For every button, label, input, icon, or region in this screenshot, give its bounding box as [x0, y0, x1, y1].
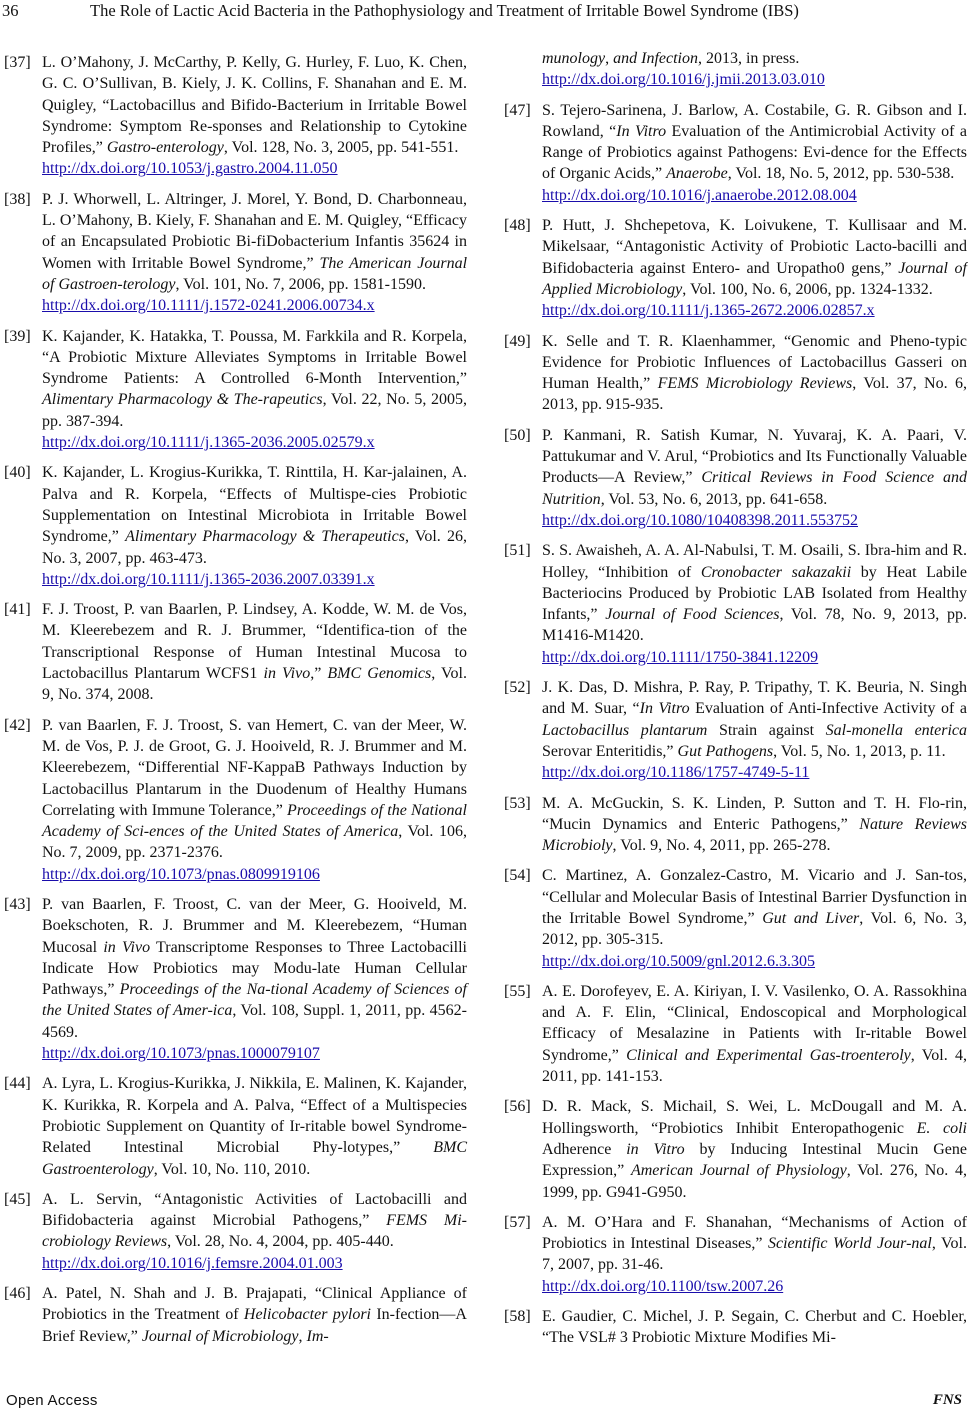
reference-italic-segment: munology — [542, 50, 606, 67]
doi-link[interactable]: http://dx.doi.org/10.1111/1750-3841.12209 — [542, 648, 819, 666]
reference-text — [542, 100, 967, 185]
reference-entry — [504, 981, 967, 1087]
reference-number: [52] — [504, 679, 531, 697]
reference-text — [42, 462, 467, 568]
reference-text — [542, 1306, 967, 1349]
reference-italic-segment: in Vitro — [626, 1140, 685, 1158]
reference-segment: P. J. Whorwell, L. Altringer, J. Morel, Y. Bond, D. Charbonneau, L. O’Mahony, B. Kiely, F. Shanahan and E. M. Quigley, “Efficacy of an Encapsulated Probiotic Bi-fiDobacterium Infantis 35624 in Women with Irritable Bowel Syndrome,” — [42, 190, 467, 272]
references-left-column — [4, 52, 467, 1356]
reference-text — [542, 1212, 967, 1276]
reference-number: [58] — [504, 1308, 531, 1326]
reference-italic-segment: Gut and Liver — [762, 909, 860, 927]
reference-entry — [504, 677, 967, 783]
doi-link[interactable]: http://dx.doi.org/10.1111/j.1365-2036.2007.03391.x — [42, 570, 375, 588]
reference-text — [542, 793, 967, 857]
reference-entry — [4, 894, 467, 1064]
reference-segment: A. M. O’Hara and F. Shanahan, “Mechanisms of Action of Probiotics in Intestinal Diseases,” — [542, 1213, 967, 1253]
reference-number: [46] — [4, 1285, 31, 1303]
reference-italic-segment: Scientific World Jour-nal — [767, 1235, 932, 1253]
reference-text — [42, 1283, 467, 1347]
doi-link[interactable]: http://dx.doi.org/10.1073/pnas.1000079107 — [42, 1045, 320, 1063]
reference-text — [42, 52, 467, 158]
reference-segment: by Heat Labile Bacteriocins Produced by Probiotic LAB Isolated from Healthy Infants,” — [542, 563, 968, 624]
reference-italic-segment: Helicobacter pylori — [243, 1306, 371, 1324]
reference-number: [55] — [504, 982, 531, 1000]
reference-italic-segment: Journal of Applied Microbiology — [542, 259, 967, 298]
reference-entry — [504, 865, 967, 971]
reference-segment: J. K. Das, D. Mishra, P. Ray, P. Tripathy, T. K. Beuria, N. Singh and M. Suar, “ — [542, 679, 967, 718]
reference-italic-segment: and Infection — [613, 50, 698, 67]
reference-segment: , Vol. 9, No. 4, 2011, pp. 265-278. — [612, 837, 831, 855]
reference-segment: , Vol. 9, No. 374, 2008. — [42, 665, 467, 704]
reference-text — [542, 331, 967, 416]
reference-number: [49] — [504, 332, 531, 350]
reference-italic-segment: Sal-monella enterica — [825, 721, 967, 739]
reference-text — [542, 48, 967, 69]
reference-text — [42, 715, 467, 864]
reference-number: [48] — [504, 217, 531, 235]
reference-segment: A. Patel, N. Shah and J. B. Prajapati, “Clinical Appliance of Probiotics in the Treatment of — [42, 1285, 467, 1324]
doi-link[interactable]: http://dx.doi.org/10.1111/j.1365-2672.2006.02857.x — [542, 302, 875, 320]
reference-entry — [4, 52, 467, 180]
reference-entry — [4, 1073, 467, 1179]
open-access-label: Open Access — [6, 1392, 98, 1409]
reference-italic-segment: Proceedings of the National Academy of Sci-ences of the United States of America — [42, 801, 467, 841]
reference-segment: A. Lyra, L. Krogius-Kurikka, J. Nikkila, E. Malinen, K. Kajander, K. Kurikka, R. Korpela and A. Palva, “Effect of a Multispecies Probiotic Supplement on Quantity of Ir-ritable bowel Syndrome-Related Intestinal Microbial Phy-lotypes,” — [42, 1075, 467, 1157]
reference-text — [542, 865, 967, 950]
reference-segment: M. A. McGuckin, S. K. Linden, P. Sutton and T. H. Flo-rin, “Mucin Dynamics and Enteric Pathogens,” — [542, 794, 967, 833]
reference-italic-segment: American Journal of Physiology — [630, 1162, 847, 1180]
reference-entry — [504, 100, 967, 206]
doi-link[interactable]: http://dx.doi.org/10.1111/j.1365-2036.2005.02579.x — [42, 434, 375, 452]
reference-entry — [504, 793, 967, 857]
reference-entry — [4, 599, 467, 705]
reference-segment: L. O’Mahony, J. McCarthy, P. Kelly, G. Hurley, F. Luo, K. Chen, G. C. O’Sullivan, B. Kiely, J. K. Collins, F. Shanahan and E. M. Quigley, “Lactobacillus and Bifido-Bacterium in Irritable Bowel Syndrome: Symptom Re-sponses and Relationship to Cytokine Profiles,” — [42, 54, 467, 157]
reference-segment: , Vol. 100, No. 6, 2006, pp. 1324-1332. — [682, 280, 933, 298]
reference-text — [542, 1096, 967, 1202]
reference-segment: F. J. Troost, P. van Baarlen, P. Lindsey, A. Kodde, W. M. de Vos, M. Kleerebezem and R. J. Brummer, “Identifica-tion of the Transcriptional Response of Human Intestinal Mucosa to Lactobacillus Plantarum WCFS1 — [42, 601, 467, 683]
reference-text — [542, 677, 967, 762]
reference-number: [45] — [4, 1190, 31, 1208]
doi-link[interactable]: http://dx.doi.org/10.1073/pnas.0809919106 — [42, 865, 320, 883]
reference-italic-segment: Clinical and Experimental Gas-troenteroly — [626, 1046, 911, 1064]
reference-italic-segment: Critical Reviews in Food Science and Nutrition — [542, 469, 967, 508]
reference-number: [40] — [4, 464, 31, 482]
reference-text — [542, 540, 967, 646]
reference-entry — [4, 462, 467, 590]
reference-segment: , — [298, 1327, 307, 1345]
references-right-column — [504, 48, 967, 1358]
reference-entry — [504, 1306, 967, 1349]
journal-abbrev: FNS — [932, 1392, 962, 1408]
reference-segment: S. S. Awaisheh, A. A. Al-Nabulsi, T. M. Osaili, S. Ibra-him and R. Holley, “Inhibition of — [542, 542, 967, 581]
reference-number: [50] — [504, 426, 531, 444]
doi-link[interactable]: http://dx.doi.org/10.5009/gnl.2012.6.3.305 — [542, 952, 816, 970]
reference-segment: , Vol. 5, No. 1, 2013, p. 11. — [773, 742, 946, 760]
reference-text — [42, 326, 467, 432]
reference-number: [44] — [4, 1075, 31, 1093]
reference-text — [542, 425, 967, 510]
reference-italic-segment: in Vivo — [263, 665, 311, 683]
reference-segment: , Vol. 101, No. 7, 2006, pp. 1581-1590. — [175, 275, 426, 293]
reference-segment: , Vol. 106, No. 7, 2009, pp. 2371-2376. — [42, 823, 467, 862]
reference-italic-segment: In Vitro — [616, 122, 667, 140]
reference-entry — [504, 425, 967, 531]
reference-number: [41] — [4, 601, 31, 619]
page-header — [0, 0, 968, 26]
reference-segment: , Vol. 10, No. 110, 2010. — [153, 1160, 311, 1178]
reference-entry — [504, 1212, 967, 1297]
reference-entry — [4, 326, 467, 454]
reference-text — [542, 981, 967, 1087]
reference-segment: Strain against — [707, 721, 826, 739]
reference-italic-segment: Journal of Microbiology — [141, 1327, 299, 1345]
reference-italic-segment: The American Journal of Gastroen-terology — [42, 254, 468, 293]
reference-segment: , Vol. 22, No. 5, 2005, pp. 387-394. — [42, 391, 467, 430]
reference-segment: Evaluation of Anti-Infective Activity of a — [689, 700, 967, 718]
reference-italic-segment: Alimentary Pharmacology & Therapeutics — [125, 528, 405, 546]
reference-italic-segment: in Vivo — [103, 938, 151, 956]
reference-segment: A. L. Servin, “Antagonistic Activities of Lactobacilli and Bifidobacteria against Microbial Pathogens,” — [42, 1190, 467, 1230]
reference-segment: P. Kanmani, R. Satish Kumar, N. Yuvaraj, K. A. Paari, V. Pattukumar and V. Arul, “Probiotics and Its Functionally Valuable Products—A Review,” — [542, 426, 967, 487]
reference-italic-segment: Proceedings of the Na-tional Academy of Sciences of the United States of Amer-ica — [42, 981, 467, 1020]
reference-entry — [504, 1096, 967, 1202]
reference-segment: , 2013, in press. — [697, 50, 800, 67]
reference-number: [57] — [504, 1213, 531, 1231]
reference-italic-segment: Cronobacter sakazakii — [700, 563, 852, 581]
reference-segment: P. Hutt, J. Shchepetova, K. Loivukene, T. Kullisaar and M. Mikelsaar, “Antagonistic Activity of Probiotic Lacto-bacilli and Bifidobacteria against Entero- and Uropatho0 gens,” — [542, 217, 967, 277]
reference-segment: Transcriptome Responses to Three Lactobacilli Indicate How Probiotics may Modu-late Human Cellular Pathways,” — [42, 938, 468, 999]
reference-segment: , Vol. 37, No. 6, 2013, pp. 915-935. — [542, 375, 968, 414]
reference-segment: Evaluation of the Antimicrobial Activity of a Range of Probiotics against Pathogens: Evi-dence for the Effects of Organic Acids,” — [542, 122, 968, 183]
reference-text — [42, 894, 467, 1043]
doi-link[interactable]: http://dx.doi.org/10.1111/j.1572-0241.2006.00734.x — [42, 297, 375, 315]
reference-entry — [4, 1189, 467, 1274]
reference-italic-segment: Journal of Food Sciences — [605, 606, 780, 624]
reference-segment: A. E. Dorofeyev, E. A. Kiriyan, I. V. Vasilenko, O. A. Rassokhina and A. F. Elin, “Clinical, Endoscopical and Morphological Efficacy of Mesalazine in Patients with Ir-ritable Bowel Syndrome,” — [542, 982, 967, 1064]
reference-segment: C. Martinez, A. Gonzalez-Castro, M. Vicario and J. San-tos, “Cellular and Molecular Basis of Intestinal Barrier Dysfunction in the Irritable Bowel Syndrome,” — [542, 867, 967, 927]
reference-number: [51] — [504, 542, 531, 560]
running-title: The Role of Lactic Acid Bacteria in the Pathophysiology and Treatment of Irritable Bowel Syndrome (IBS) — [90, 1, 799, 20]
reference-segment: P. van Baarlen, F. J. Troost, S. van Hemert, C. van der Meer, W. M. de Vos, P. J. de Groot, G. J. Hooiveld, R. J. Brummer and M. Kleerebezem, “Differential NF-KappaB Pathways Induction by Lactobacillus Plantarum in the Duodenum of Healthy Humans Correlating with Immune Tolerance,” — [42, 716, 467, 819]
reference-italic-segment: Nature Reviews Microbioly — [542, 815, 968, 855]
reference-segment: In-fection—A Brief Review,” — [42, 1306, 467, 1345]
reference-segment: , Vol. 128, No. 3, 2005, pp. 541-551. — [223, 139, 459, 157]
reference-italic-segment: Gut Pathogens — [677, 742, 774, 760]
doi-link[interactable]: http://dx.doi.org/10.1100/tsw.2007.26 — [542, 1277, 784, 1295]
doi-link[interactable]: http://dx.doi.org/10.1186/1757-4749-5-11 — [542, 764, 810, 782]
reference-number: [39] — [4, 327, 31, 345]
reference-italic-segment: BMC Gastroenterology — [42, 1139, 467, 1178]
reference-segment: K. Selle and T. R. Klaenhammer, “Genomic and Pheno-typic Evidence for Probiotic Influences of Lactobacillus Gasseri on Human Health,” — [542, 332, 967, 393]
doi-link[interactable]: http://dx.doi.org/10.1016/j.jmii.2013.03.010 — [542, 71, 825, 89]
reference-entry — [504, 331, 967, 416]
page-footer — [0, 1390, 968, 1412]
reference-text — [42, 599, 467, 705]
reference-segment: , Vol. 26, No. 3, 2007, pp. 463-473. — [42, 528, 467, 567]
reference-entry — [504, 540, 967, 668]
reference-number: [54] — [504, 867, 531, 885]
reference-entry — [4, 715, 467, 885]
reference-segment: Serovar Enteritidis,” — [542, 742, 678, 760]
reference-italic-segment: BMC Genomics — [327, 665, 432, 683]
reference-segment: by Inducing Intestinal Mucin Gene Expression,” — [542, 1140, 968, 1180]
reference-text — [542, 215, 967, 300]
doi-link[interactable]: http://dx.doi.org/10.1016/j.femsre.2004.01.003 — [42, 1254, 343, 1272]
reference-segment: D. R. Mack, S. Michail, S. Wei, L. McDougall and M. A. Hollingsworth, “Probiotics Inhibit Enteropathogenic — [542, 1098, 967, 1137]
reference-text — [42, 189, 467, 295]
reference-italic-segment: FEMS Microbiology Reviews — [657, 375, 853, 393]
reference-number: [38] — [4, 190, 31, 208]
reference-segment: K. Kajander, L. Krogius-Kurikka, T. Rinttila, H. Kar-jalainen, A. Palva and R. Korpela, “Effects of Multispe-cies Probiotic Supplementation on Intestinal Microbiota in Irritable Bowel Syndrome,” — [42, 464, 467, 546]
reference-entry — [4, 1283, 467, 1347]
reference-text — [42, 1189, 467, 1253]
reference-italic-segment: Alimentary Pharmacology & The-rapeutics — [42, 391, 323, 409]
reference-segment: Adherence — [542, 1140, 627, 1158]
doi-link[interactable]: http://dx.doi.org/10.1016/j.anaerobe.2012.08.004 — [542, 186, 857, 204]
reference-number: [56] — [504, 1098, 531, 1116]
reference-italic-segment: Anaerobe — [666, 165, 728, 183]
reference-entry — [504, 48, 967, 91]
reference-segment: ,” — [310, 665, 328, 683]
reference-segment: , Vol. 6, No. 3, 2012, pp. 305-315. — [542, 909, 968, 949]
reference-text — [42, 1073, 467, 1179]
reference-number: [42] — [4, 716, 31, 734]
reference-italic-segment: E. coli — [916, 1119, 967, 1137]
doi-link[interactable]: http://dx.doi.org/10.1053/j.gastro.2004.11.050 — [42, 160, 338, 178]
reference-segment: E. Gaudier, C. Michel, J. P. Segain, C. Cherbut and C. Hoebler, “The VSL# 3 Probiotic Mixture Modifies Mi- — [542, 1308, 967, 1347]
reference-segment: , Vol. 18, No. 5, 2012, pp. 530-538. — [727, 165, 955, 183]
reference-italic-segment: Im- — [306, 1327, 329, 1345]
reference-segment: , Vol. 78, No. 9, 2013, pp. M1416-M1420. — [542, 606, 967, 645]
reference-segment: , Vol. 7, 2007, pp. 31-46. — [542, 1235, 967, 1274]
reference-number: [53] — [504, 794, 531, 812]
reference-segment: , Vol. 53, No. 6, 2013, pp. 641-658. — [600, 490, 828, 508]
reference-segment: , Vol. 28, No. 4, 2004, pp. 405-440. — [167, 1233, 394, 1251]
reference-italic-segment: Gastro-enterology — [106, 139, 224, 157]
reference-segment: S. Tejero-Sarinena, J. Barlow, A. Costabile, G. R. Gibson and I. Rowland, “ — [542, 101, 967, 140]
reference-segment: , Vol. 276, No. 4, 1999, pp. G941-G950. — [542, 1162, 968, 1201]
reference-number: [43] — [4, 895, 31, 913]
reference-italic-segment: FEMS Mi-crobiology Reviews — [42, 1212, 467, 1251]
reference-italic-segment: In Vitro — [639, 700, 690, 718]
reference-segment: , Vol. 4, 2011, pp. 141-153. — [542, 1046, 968, 1086]
reference-number: [37] — [4, 54, 31, 71]
reference-number: [47] — [504, 101, 531, 119]
reference-entry — [4, 189, 467, 317]
reference-italic-segment: Lactobacillus plantarum — [542, 721, 708, 739]
page-number: 36 — [2, 1, 19, 20]
reference-segment: , Vol. 108, Suppl. 1, 2011, pp. 4562-4569. — [42, 1002, 467, 1041]
reference-segment: , — [605, 50, 614, 67]
reference-segment: K. Kajander, K. Hatakka, T. Poussa, M. Farkkila and R. Korpela, “A Probiotic Mixture Alleviates Symptoms in Irritable Bowel Syndrome Patients: A Controlled 6-Month Intervention,” — [42, 327, 467, 388]
doi-link[interactable]: http://dx.doi.org/10.1080/10408398.2011.553752 — [542, 511, 859, 529]
reference-segment: P. van Baarlen, F. Troost, C. van der Meer, G. Hooiveld, M. Boekschoten, R. J. Brummer and M. Kleerebezem, “Human Mucosal — [42, 895, 467, 956]
reference-entry — [504, 215, 967, 321]
